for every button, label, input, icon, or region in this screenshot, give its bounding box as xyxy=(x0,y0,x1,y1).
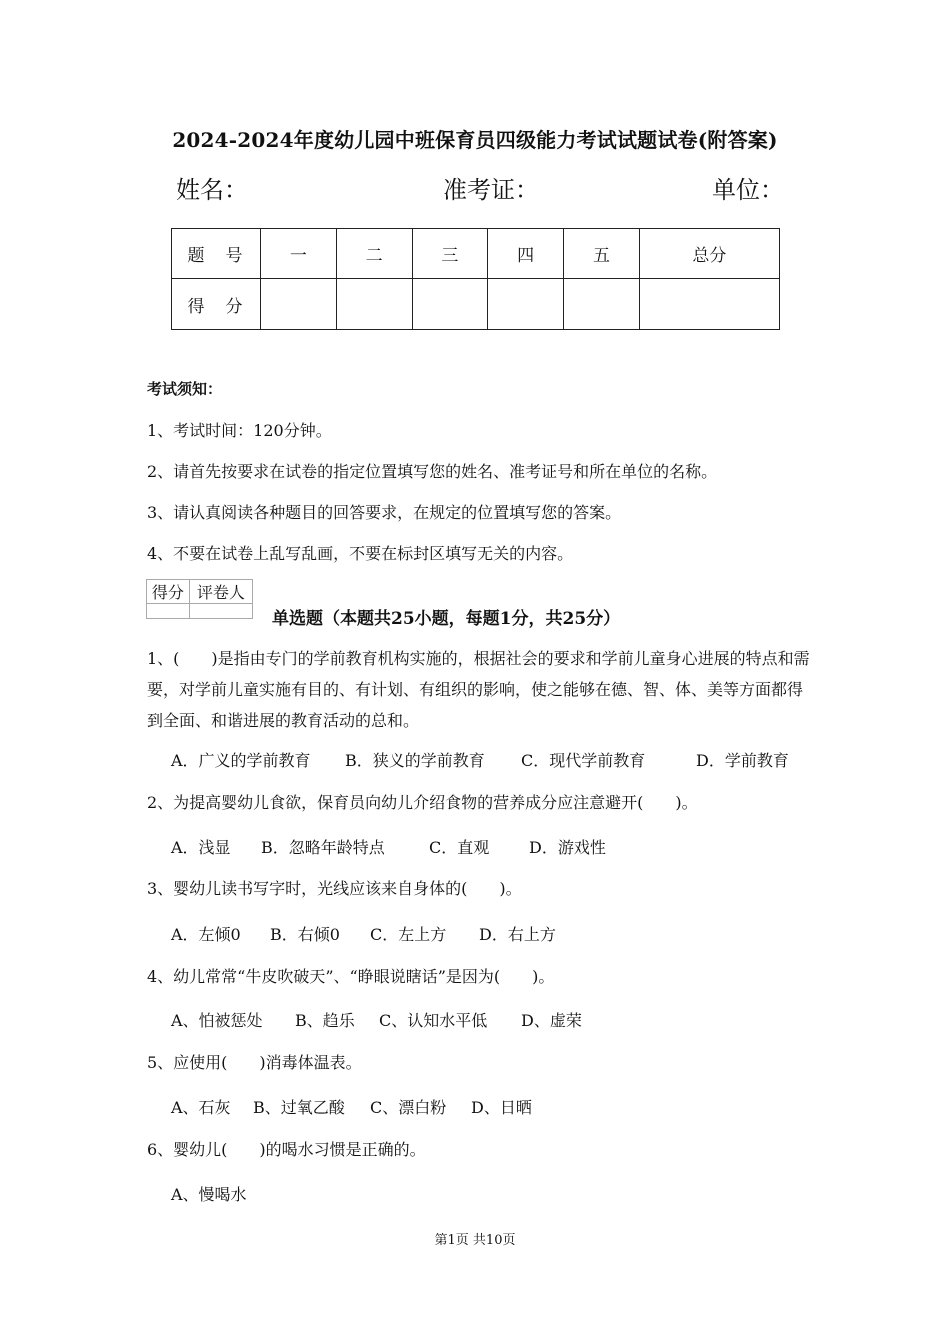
answer-option[interactable]: A．浅显 xyxy=(171,838,231,857)
answer-option[interactable]: C．直观 xyxy=(429,838,490,857)
score-header-cell: 五 xyxy=(564,229,640,279)
answer-option[interactable]: A．左倾0 xyxy=(171,925,241,944)
answer-option[interactable]: C．左上方 xyxy=(370,925,447,944)
answer-option[interactable]: A．广义的学前教育 xyxy=(171,751,311,770)
score-cell[interactable] xyxy=(639,279,779,330)
score-cell[interactable] xyxy=(412,279,488,330)
score-cell[interactable] xyxy=(261,279,337,330)
exam-id-field-label: 准考证： xyxy=(443,176,539,204)
question-stem: 2、为提高婴幼儿食欲，保育员向幼儿介绍食物的营养成分应注意避开( )。 xyxy=(147,793,698,812)
notice-item: 1、考试时间：120分钟。 xyxy=(147,421,332,440)
notice-item: 3、请认真阅读各种题目的回答要求，在规定的位置填写您的答案。 xyxy=(147,503,622,522)
answer-option[interactable]: B、过氧乙酸 xyxy=(253,1098,345,1117)
score-cell[interactable] xyxy=(564,279,640,330)
score-cell[interactable] xyxy=(336,279,412,330)
answer-option[interactable]: C、认知水平低 xyxy=(379,1011,488,1030)
question-stem: 5、应使用( )消毒体温表。 xyxy=(147,1053,362,1072)
answer-option[interactable]: B．狭义的学前教育 xyxy=(345,751,485,770)
answer-option[interactable]: D、日晒 xyxy=(471,1098,532,1117)
name-field-label: 姓名： xyxy=(176,176,248,204)
score-header-label: 题 号 xyxy=(172,229,261,279)
score-header-cell: 三 xyxy=(412,229,488,279)
score-table xyxy=(171,228,780,330)
notice-item: 2、请首先按要求在试卷的指定位置填写您的姓名、准考证号和所在单位的名称。 xyxy=(147,462,718,481)
answer-option[interactable]: C．现代学前教育 xyxy=(521,751,646,770)
score-header-cell: 总分 xyxy=(639,229,779,279)
page-footer: 第1页 共10页 xyxy=(434,1233,516,1248)
answer-option[interactable]: D、虚荣 xyxy=(521,1011,582,1030)
unit-field-label: 单位： xyxy=(712,176,784,204)
answer-option[interactable]: A、慢喝水 xyxy=(171,1185,247,1204)
score-row-label: 得 分 xyxy=(172,279,261,330)
answer-option[interactable]: D．右上方 xyxy=(479,925,556,944)
question-stem: 6、婴幼儿( )的喝水习惯是正确的。 xyxy=(147,1140,426,1159)
grader-name-cell[interactable] xyxy=(189,604,252,619)
section-title: 单选题（本题共25小题，每题1分，共25分） xyxy=(272,609,621,629)
answer-option[interactable]: B．右倾0 xyxy=(270,925,340,944)
notice-item: 4、不要在试卷上乱写乱画，不要在标封区填写无关的内容。 xyxy=(147,544,574,563)
question-stem: 3、婴幼儿读书写字时，光线应该来自身体的( )。 xyxy=(147,879,522,898)
answer-option[interactable]: B．忽略年龄特点 xyxy=(261,838,385,857)
question-stem: 4、幼儿常常“牛皮吹破天”、“睁眼说瞎话”是因为( )。 xyxy=(147,967,555,986)
score-header-cell: 二 xyxy=(336,229,412,279)
score-header-cell: 一 xyxy=(261,229,337,279)
grader-score-cell[interactable] xyxy=(147,604,190,619)
answer-option[interactable]: D．学前教育 xyxy=(696,751,789,770)
exam-title: 2024-2024年度幼儿园中班保育员四级能力考试试题试卷(附答案) xyxy=(172,128,778,152)
grader-name-label: 评卷人 xyxy=(189,580,252,604)
grader-score-label: 得分 xyxy=(147,580,190,604)
answer-option[interactable]: D．游戏性 xyxy=(529,838,606,857)
score-header-cell: 四 xyxy=(488,229,564,279)
grader-box xyxy=(146,579,253,619)
answer-option[interactable]: A、怕被惩处 xyxy=(171,1011,263,1030)
notice-heading: 考试须知： xyxy=(147,380,223,398)
question-stem: 1、( )是指由专门的学前教育机构实施的，根据社会的要求和学前儿童身心进展的特点和需要，对学前儿童实施有目的、有计划、有组织的影响，使之能够在德、智、体、美等方面都得到全面、和谐进展的教育活动的总和。 xyxy=(147,649,810,730)
score-cell[interactable] xyxy=(488,279,564,330)
answer-option[interactable]: C、漂白粉 xyxy=(370,1098,447,1117)
answer-option[interactable]: B、趋乐 xyxy=(295,1011,355,1030)
answer-option[interactable]: A、石灰 xyxy=(171,1098,231,1117)
